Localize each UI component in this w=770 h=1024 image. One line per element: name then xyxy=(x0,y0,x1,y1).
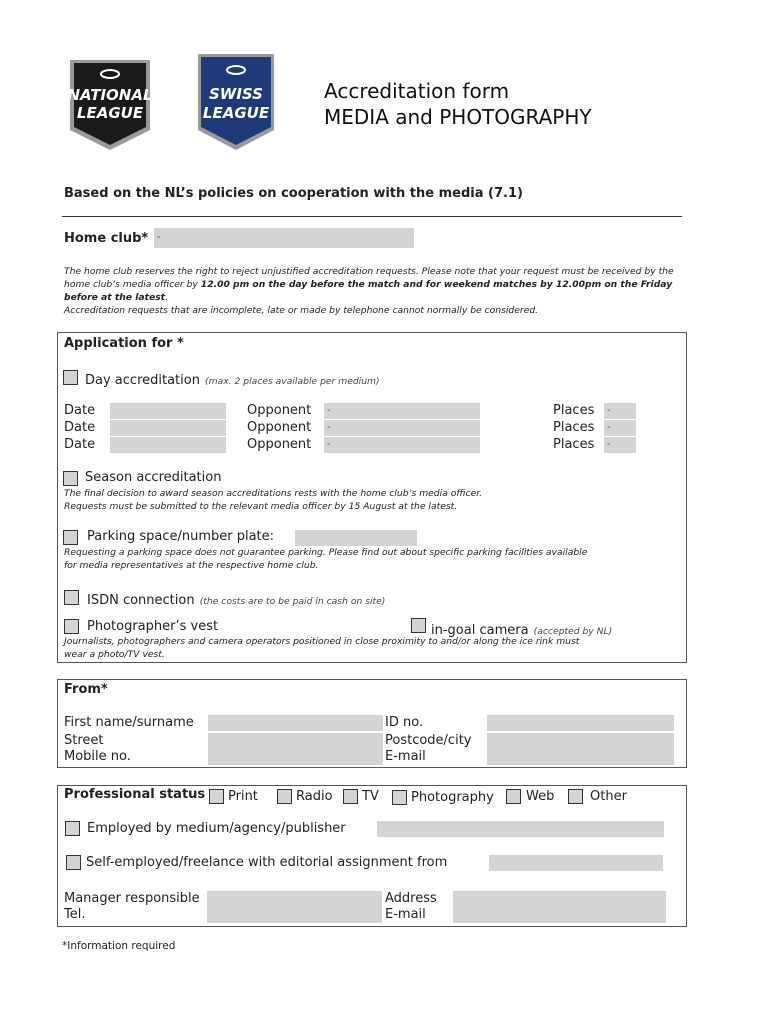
self-employed-label: Self-employed/freelance with editorial assignment from xyxy=(86,855,448,870)
prof-email-label: E-mail xyxy=(385,907,426,922)
season-note-line2: Requests must be submitted to the relevant media officer by 15 August at the latest. xyxy=(64,501,458,512)
photographer-vest-label: Photographer’s vest xyxy=(87,619,219,634)
prof-email-field[interactable] xyxy=(453,907,666,923)
application-heading: Application for * xyxy=(64,336,184,351)
intro-p2: Accreditation requests that are incomplete, late or made by telephone cannot normally be considered. xyxy=(64,305,539,316)
day-accreditation-checkbox[interactable] xyxy=(63,370,78,385)
nl-logo-line1: NATIONAL xyxy=(67,86,153,104)
vest-note-line1: Journalists, photographers and camera operators positioned in close proximity to and/or along the ice rink must xyxy=(64,636,580,647)
isdn-note: (the costs are to be paid in cash on site) xyxy=(199,596,386,607)
date-label-1: Date xyxy=(64,403,96,418)
intro-text xyxy=(64,265,676,317)
street-field[interactable] xyxy=(208,733,383,749)
photographer-vest-checkbox[interactable] xyxy=(64,619,79,634)
employed-label: Employed by medium/agency/publisher xyxy=(87,821,346,836)
opponent-field-3[interactable]: - xyxy=(324,437,480,453)
in-goal-camera-label: in-goal camera xyxy=(431,623,529,638)
mobile-field[interactable] xyxy=(208,749,383,765)
places-field-1[interactable]: - xyxy=(604,403,636,419)
sl-logo-line2: LEAGUE xyxy=(202,104,270,122)
places-field-2[interactable]: - xyxy=(604,420,636,436)
radio-checkbox[interactable] xyxy=(277,789,292,804)
parking-note xyxy=(64,546,587,572)
in-goal-camera-checkbox[interactable] xyxy=(411,618,426,633)
name-label: First name/surname xyxy=(64,715,194,730)
web-checkbox[interactable] xyxy=(506,789,521,804)
name-field[interactable] xyxy=(208,715,383,731)
print-label: Print xyxy=(228,789,258,804)
day-accreditation-label: Day accreditation xyxy=(85,373,200,388)
opponent-label-2: Opponent xyxy=(247,420,312,435)
opponent-field-2[interactable]: - xyxy=(324,420,480,436)
isdn-checkbox[interactable] xyxy=(64,590,79,605)
places-label-3: Places xyxy=(553,437,595,452)
title-line2: MEDIA and PHOTOGRAPHY xyxy=(324,105,592,129)
manager-label: Manager responsible xyxy=(64,891,200,906)
other-checkbox[interactable] xyxy=(568,789,583,804)
home-club-field[interactable]: - xyxy=(154,228,414,248)
home-club-label: Home club* xyxy=(64,231,149,246)
tv-label: TV xyxy=(362,789,379,804)
intro-p1-bold: 12.00 pm on the day before the match and for weekend matches by 12.00pm on the Friday before at the latest xyxy=(64,279,673,303)
self-employed-field[interactable] xyxy=(489,855,663,871)
parking-label: Parking space/number plate: xyxy=(87,529,275,544)
from-heading: From* xyxy=(64,682,108,697)
policy-subheading: Based on the NL’s policies on cooperation with the media (7.1) xyxy=(64,186,523,201)
parking-checkbox[interactable] xyxy=(63,530,78,545)
date-field-2[interactable] xyxy=(110,420,226,436)
from-email-field[interactable] xyxy=(487,749,674,765)
date-label-2: Date xyxy=(64,420,96,435)
tv-checkbox[interactable] xyxy=(343,789,358,804)
self-employed-checkbox[interactable] xyxy=(66,855,81,870)
required-footnote: *Information required xyxy=(62,940,176,952)
intro-p1: The home club reserves the right to reject unjustified accreditation requests. Please note that your request must be received by the home club’s media officer by xyxy=(64,266,674,290)
season-accreditation-label: Season accreditation xyxy=(85,470,222,485)
employed-field[interactable] xyxy=(377,821,664,837)
isdn-label: ISDN connection xyxy=(87,593,195,608)
places-label-2: Places xyxy=(553,420,595,435)
street-label: Street xyxy=(64,733,104,748)
season-note-line1: The final decision to award season accreditations rests with the home club’s media officer. xyxy=(64,488,483,499)
photography-label: Photography xyxy=(411,790,494,805)
form-title xyxy=(324,78,592,130)
web-label: Web xyxy=(526,789,555,804)
tel-label: Tel. xyxy=(64,907,86,922)
title-line1: Accreditation form xyxy=(324,79,510,103)
other-label: Other xyxy=(590,789,627,804)
parking-field[interactable] xyxy=(295,530,417,546)
opponent-label-1: Opponent xyxy=(247,403,312,418)
parking-note-line1: Requesting a parking space does not guarantee parking. Please find out about specific parking facilities available xyxy=(64,547,588,558)
id-field[interactable] xyxy=(487,715,674,731)
postcode-field[interactable] xyxy=(487,733,674,749)
isdn-row xyxy=(87,589,385,608)
nl-logo-line2: LEAGUE xyxy=(76,104,144,122)
in-goal-camera-note: (accepted by NL) xyxy=(533,626,613,637)
address-label: Address xyxy=(385,891,437,906)
postcode-label: Postcode/city xyxy=(385,733,472,748)
print-checkbox[interactable] xyxy=(209,789,224,804)
tel-field[interactable] xyxy=(207,907,382,923)
employed-checkbox[interactable] xyxy=(65,821,80,836)
parking-note-line2: for media representatives at the respective home club. xyxy=(64,560,319,571)
date-field-1[interactable] xyxy=(110,403,226,419)
day-accreditation-row xyxy=(85,369,380,388)
vest-note-line2: wear a photo/TV vest. xyxy=(64,649,165,660)
manager-field[interactable] xyxy=(207,891,382,907)
divider xyxy=(62,216,682,217)
date-label-3: Date xyxy=(64,437,96,452)
vest-note xyxy=(64,635,579,661)
swiss-league-logo xyxy=(196,52,276,152)
intro-p1-end: . xyxy=(165,292,168,303)
places-field-3[interactable]: - xyxy=(604,437,636,453)
sl-logo-line1: SWISS xyxy=(208,85,264,103)
national-league-logo xyxy=(64,52,156,152)
address-field[interactable] xyxy=(453,891,666,907)
opponent-label-3: Opponent xyxy=(247,437,312,452)
places-label-1: Places xyxy=(553,403,595,418)
from-email-label: E-mail xyxy=(385,749,426,764)
season-accreditation-checkbox[interactable] xyxy=(63,471,78,486)
photography-checkbox[interactable] xyxy=(392,790,407,805)
radio-label: Radio xyxy=(296,789,333,804)
professional-heading: Professional status xyxy=(64,787,206,802)
opponent-field-1[interactable]: - xyxy=(324,403,480,419)
date-field-3[interactable] xyxy=(110,437,226,453)
mobile-label: Mobile no. xyxy=(64,749,131,764)
day-accreditation-note: (max. 2 places available per medium) xyxy=(205,376,380,387)
id-label: ID no. xyxy=(385,715,424,730)
season-note xyxy=(64,487,482,513)
